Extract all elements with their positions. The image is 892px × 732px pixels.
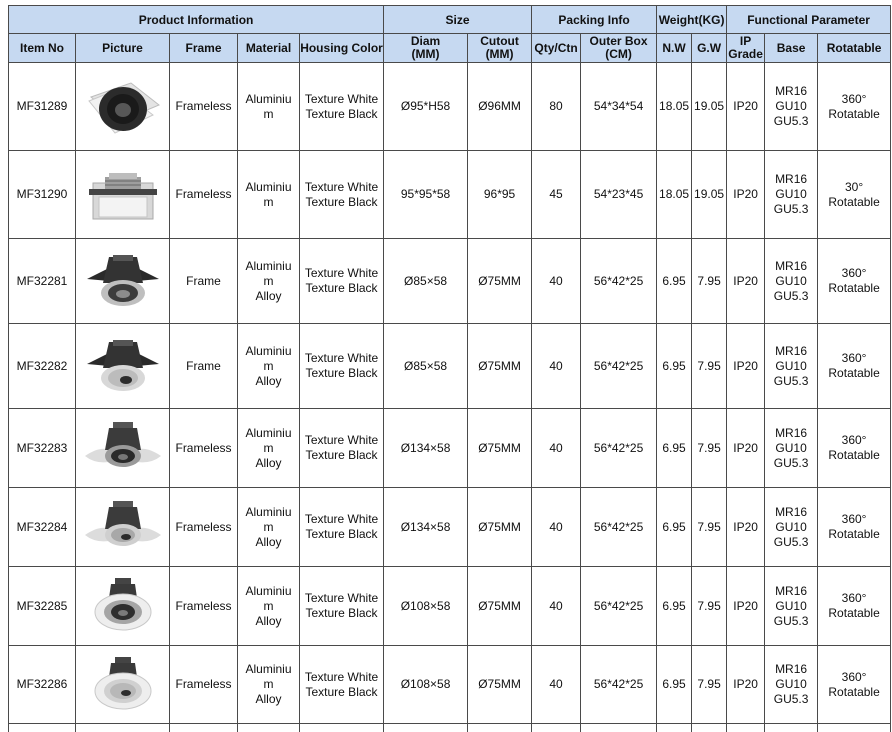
frame-cell: Frame	[170, 324, 238, 409]
diam-cell: Ø108×58	[384, 567, 468, 646]
table-row	[9, 324, 891, 409]
housing-color-cell	[300, 324, 384, 409]
housing-color-cell	[300, 63, 384, 151]
base-line: GU5.3	[773, 613, 809, 628]
table-row-partial	[9, 724, 891, 732]
table-row	[9, 151, 891, 239]
outer-box-cell: 56*42*25	[581, 646, 657, 724]
housing-line: Texture Black	[305, 194, 378, 209]
housing-line: Texture White	[304, 433, 379, 447]
base-line: GU5.3	[773, 288, 809, 303]
base-line: GU5.3	[773, 373, 809, 388]
rotatable-line: Rotatable	[828, 281, 880, 295]
base-cell	[765, 488, 818, 567]
gw-cell: 19.05	[692, 63, 727, 151]
material-line: m	[263, 677, 274, 691]
material-cell	[238, 488, 300, 567]
black-trimless-downlight-image	[79, 75, 167, 139]
base-line: GU10	[775, 358, 807, 373]
group-header-size: Size	[384, 6, 532, 34]
rotatable-cell	[818, 488, 891, 567]
column-header-gw: G.W	[692, 34, 727, 63]
base-cell	[765, 409, 818, 488]
base-line: GU5.3	[773, 202, 809, 216]
rotatable-line: 360°	[841, 433, 867, 447]
diam-cell: Ø134×58	[384, 488, 468, 567]
base-line: GU10	[775, 519, 807, 534]
cutout-cell: Ø75MM	[468, 324, 532, 409]
material-line: Alloy	[255, 692, 282, 706]
base-line: GU10	[775, 187, 807, 201]
column-header-outer-box-line: Outer Box	[589, 34, 648, 48]
column-header-diam-unit: (MM)	[411, 47, 440, 61]
housing-line: Texture White	[304, 591, 379, 605]
rotatable-line: 30°	[845, 179, 864, 194]
recessed-tilt-downlight-image	[79, 334, 167, 398]
material-line: Aluminiu	[245, 179, 292, 194]
material-line: Alloy	[255, 534, 282, 549]
outer-box-cell: 56*42*25	[581, 324, 657, 409]
base-line: GU5.3	[773, 455, 809, 470]
housing-line: Texture Black	[305, 606, 378, 620]
empty-cell	[238, 724, 300, 732]
housing-line: Texture White	[304, 351, 379, 365]
housing-line: Texture Black	[305, 366, 378, 380]
base-cell	[765, 151, 818, 239]
material-line: Alloy	[255, 455, 282, 470]
material-line: m	[263, 440, 274, 455]
base-line: GU10	[775, 677, 807, 691]
header-column-row	[9, 34, 891, 63]
winged-reflector-downlight-image	[79, 416, 167, 480]
empty-cell	[765, 724, 818, 732]
qty-ctn-cell: 40	[532, 488, 581, 567]
material-cell	[238, 239, 300, 324]
ip-grade-cell: IP20	[727, 63, 765, 151]
header-group-row	[9, 6, 891, 34]
diam-cell: Ø85×58	[384, 239, 468, 324]
table-row	[9, 646, 891, 724]
column-header-ip-grade-line: IP	[739, 34, 752, 48]
cutout-cell: Ø96MM	[468, 63, 532, 151]
material-line: m	[263, 358, 274, 373]
housing-color-cell	[300, 409, 384, 488]
material-line: m	[263, 598, 274, 613]
nw-cell: 6.95	[657, 324, 692, 409]
gw-cell: 7.95	[692, 409, 727, 488]
empty-cell	[9, 724, 76, 732]
nw-cell: 6.95	[657, 239, 692, 324]
item-no-cell: MF32285	[9, 567, 76, 646]
empty-cell	[532, 724, 581, 732]
rotatable-line: Rotatable	[828, 194, 880, 209]
table-row	[9, 239, 891, 324]
qty-ctn-cell: 40	[532, 409, 581, 488]
housing-line: Texture White	[304, 512, 379, 526]
outer-box-cell: 54*23*45	[581, 151, 657, 239]
housing-color-cell	[300, 488, 384, 567]
diam-cell: 95*95*58	[384, 151, 468, 239]
column-header-material: Material	[238, 34, 300, 63]
ip-grade-cell: IP20	[727, 324, 765, 409]
empty-cell	[692, 724, 727, 732]
item-no-cell: MF31290	[9, 151, 76, 239]
square-trimless-downlight-image	[79, 163, 167, 227]
column-header-qty-ctn: Qty/Ctn	[532, 34, 581, 63]
empty-cell	[581, 724, 657, 732]
round-plaster-tilt-downlight-image	[79, 653, 167, 717]
outer-box-cell: 56*42*25	[581, 488, 657, 567]
frame-cell: Frameless	[170, 567, 238, 646]
empty-cell	[818, 724, 891, 732]
cutout-cell: Ø75MM	[468, 567, 532, 646]
cutout-cell: Ø75MM	[468, 488, 532, 567]
diam-cell: Ø95*H58	[384, 63, 468, 151]
column-header-picture: Picture	[76, 34, 170, 63]
material-line: Aluminiu	[245, 425, 292, 440]
qty-ctn-cell: 40	[532, 239, 581, 324]
column-header-cutout-unit: (MM)	[485, 47, 514, 61]
table-row	[9, 409, 891, 488]
qty-ctn-cell: 40	[532, 324, 581, 409]
nw-cell: 18.05	[657, 63, 692, 151]
qty-ctn-cell: 40	[532, 567, 581, 646]
nw-cell: 18.05	[657, 151, 692, 239]
frame-cell: Frameless	[170, 488, 238, 567]
cutout-cell: Ø75MM	[468, 239, 532, 324]
housing-line: Texture Black	[305, 684, 378, 699]
outer-box-cell: 56*42*25	[581, 239, 657, 324]
material-line: m	[263, 106, 274, 121]
gw-cell: 7.95	[692, 239, 727, 324]
base-line: GU10	[775, 273, 807, 288]
empty-cell	[657, 724, 692, 732]
base-cell	[765, 239, 818, 324]
rotatable-cell	[818, 63, 891, 151]
picture-cell	[76, 646, 170, 724]
picture-cell	[76, 409, 170, 488]
cutout-cell: Ø75MM	[468, 409, 532, 488]
housing-color-cell	[300, 567, 384, 646]
ip-grade-cell: IP20	[727, 488, 765, 567]
rotatable-cell	[818, 324, 891, 409]
group-header-packing-info: Packing Info	[532, 6, 657, 34]
ip-grade-cell: IP20	[727, 646, 765, 724]
base-line: MR16	[775, 504, 808, 519]
group-header-product-information: Product Information	[9, 6, 384, 34]
outer-box-cell: 54*34*54	[581, 63, 657, 151]
diam-cell: Ø134×58	[384, 409, 468, 488]
base-line: MR16	[775, 84, 808, 98]
empty-cell	[170, 724, 238, 732]
rotatable-cell	[818, 151, 891, 239]
picture-cell	[76, 567, 170, 646]
housing-line: Texture Black	[305, 281, 378, 295]
empty-cell	[384, 724, 468, 732]
base-line: GU10	[775, 99, 807, 113]
base-cell	[765, 567, 818, 646]
base-line: GU5.3	[773, 534, 809, 549]
gw-cell: 7.95	[692, 646, 727, 724]
housing-color-cell	[300, 239, 384, 324]
column-header-diam	[384, 34, 468, 63]
material-line: Aluminiu	[245, 662, 292, 676]
column-header-frame: Frame	[170, 34, 238, 63]
material-cell	[238, 324, 300, 409]
base-line: GU10	[775, 440, 807, 455]
material-line: m	[263, 519, 274, 534]
base-line: GU5.3	[773, 692, 809, 706]
base-line: MR16	[775, 258, 808, 273]
ip-grade-cell: IP20	[727, 409, 765, 488]
material-cell	[238, 409, 300, 488]
rotatable-cell	[818, 239, 891, 324]
empty-cell	[76, 724, 170, 732]
base-line: MR16	[775, 172, 808, 186]
diam-cell: Ø108×58	[384, 646, 468, 724]
item-no-cell: MF31289	[9, 63, 76, 151]
rotatable-line: Rotatable	[828, 684, 880, 699]
frame-cell: Frame	[170, 239, 238, 324]
housing-line: Texture Black	[305, 527, 378, 541]
item-no-cell: MF32282	[9, 324, 76, 409]
column-header-cutout	[468, 34, 532, 63]
base-cell	[765, 324, 818, 409]
outer-box-cell: 56*42*25	[581, 409, 657, 488]
base-cell	[765, 646, 818, 724]
recessed-reflector-downlight-image	[79, 249, 167, 313]
housing-line: Texture Black	[305, 448, 378, 462]
housing-line: Texture White	[304, 91, 379, 106]
qty-ctn-cell: 80	[532, 63, 581, 151]
base-line: MR16	[775, 343, 808, 358]
table-row	[9, 488, 891, 567]
gw-cell: 7.95	[692, 324, 727, 409]
item-no-cell: MF32286	[9, 646, 76, 724]
material-cell	[238, 63, 300, 151]
material-cell	[238, 151, 300, 239]
column-header-cutout-line: Cutout	[480, 34, 519, 48]
material-cell	[238, 567, 300, 646]
nw-cell: 6.95	[657, 409, 692, 488]
rotatable-line: Rotatable	[828, 448, 880, 462]
cutout-cell: Ø75MM	[468, 646, 532, 724]
housing-color-cell	[300, 151, 384, 239]
housing-line: Texture Black	[305, 106, 378, 121]
nw-cell: 6.95	[657, 646, 692, 724]
item-no-cell: MF32284	[9, 488, 76, 567]
table-row	[9, 567, 891, 646]
housing-line: Texture White	[304, 669, 379, 684]
base-line: MR16	[775, 425, 808, 440]
material-line: Aluminiu	[245, 343, 292, 358]
rotatable-line: 360°	[841, 266, 867, 280]
picture-cell	[76, 488, 170, 567]
item-no-cell: MF32283	[9, 409, 76, 488]
column-header-outer-box-unit: (CM)	[605, 47, 632, 61]
base-line: MR16	[775, 583, 808, 598]
material-line: m	[263, 273, 274, 288]
picture-cell	[76, 151, 170, 239]
rotatable-line: Rotatable	[828, 366, 880, 380]
table-body	[9, 63, 891, 732]
column-header-outer-box	[581, 34, 657, 63]
column-header-base: Base	[765, 34, 818, 63]
material-line: Alloy	[255, 288, 282, 303]
material-line: Aluminiu	[245, 91, 292, 106]
cutout-cell: 96*95	[468, 151, 532, 239]
material-line: Alloy	[255, 373, 282, 388]
empty-cell	[727, 724, 765, 732]
column-header-rotatable: Rotatable	[818, 34, 891, 63]
base-line: GU5.3	[773, 114, 809, 128]
frame-cell: Frameless	[170, 646, 238, 724]
ip-grade-cell: IP20	[727, 151, 765, 239]
rotatable-cell	[818, 409, 891, 488]
rotatable-line: Rotatable	[828, 527, 880, 541]
housing-color-cell	[300, 646, 384, 724]
item-no-cell: MF32281	[9, 239, 76, 324]
qty-ctn-cell: 40	[532, 646, 581, 724]
group-header-functional-parameter: Functional Parameter	[727, 6, 891, 34]
winged-tilt-downlight-image	[79, 495, 167, 559]
gw-cell: 7.95	[692, 488, 727, 567]
gw-cell: 7.95	[692, 567, 727, 646]
ip-grade-cell: IP20	[727, 239, 765, 324]
group-header-weight: Weight(KG)	[657, 6, 727, 34]
rotatable-cell	[818, 646, 891, 724]
housing-line: Texture White	[304, 266, 379, 280]
rotatable-line: 360°	[841, 591, 867, 605]
material-cell	[238, 646, 300, 724]
base-cell	[765, 63, 818, 151]
table-row	[9, 63, 891, 151]
frame-cell: Frameless	[170, 409, 238, 488]
rotatable-line: 360°	[841, 91, 867, 106]
material-line: Aluminiu	[245, 258, 292, 273]
column-header-ip-grade	[727, 34, 765, 63]
nw-cell: 6.95	[657, 567, 692, 646]
picture-cell	[76, 63, 170, 151]
gw-cell: 19.05	[692, 151, 727, 239]
rotatable-line: 360°	[841, 669, 867, 684]
column-header-nw: N.W	[657, 34, 692, 63]
nw-cell: 6.95	[657, 488, 692, 567]
ip-grade-cell: IP20	[727, 567, 765, 646]
picture-cell	[76, 324, 170, 409]
product-spec-table	[8, 5, 891, 732]
material-line: Aluminiu	[245, 504, 292, 519]
rotatable-cell	[818, 567, 891, 646]
frame-cell: Frameless	[170, 151, 238, 239]
rotatable-line: 360°	[841, 512, 867, 526]
outer-box-cell: 56*42*25	[581, 567, 657, 646]
rotatable-line: Rotatable	[828, 606, 880, 620]
material-line: m	[263, 194, 274, 209]
housing-line: Texture White	[304, 179, 379, 194]
round-plaster-reflector-downlight-image	[79, 574, 167, 638]
material-line: Aluminiu	[245, 583, 292, 598]
rotatable-line: 360°	[841, 351, 867, 365]
frame-cell: Frameless	[170, 63, 238, 151]
material-line: Alloy	[255, 613, 282, 628]
column-header-item-no: Item No	[9, 34, 76, 63]
rotatable-line: Rotatable	[828, 106, 880, 121]
column-header-housing-color: Housing Color	[300, 34, 384, 63]
base-line: GU10	[775, 598, 807, 613]
empty-cell	[468, 724, 532, 732]
diam-cell: Ø85×58	[384, 324, 468, 409]
base-line: MR16	[775, 662, 808, 676]
qty-ctn-cell: 45	[532, 151, 581, 239]
empty-cell	[300, 724, 384, 732]
column-header-diam-line: Diam	[410, 34, 441, 48]
picture-cell	[76, 239, 170, 324]
column-header-ip-grade-line2: Grade	[728, 47, 763, 61]
